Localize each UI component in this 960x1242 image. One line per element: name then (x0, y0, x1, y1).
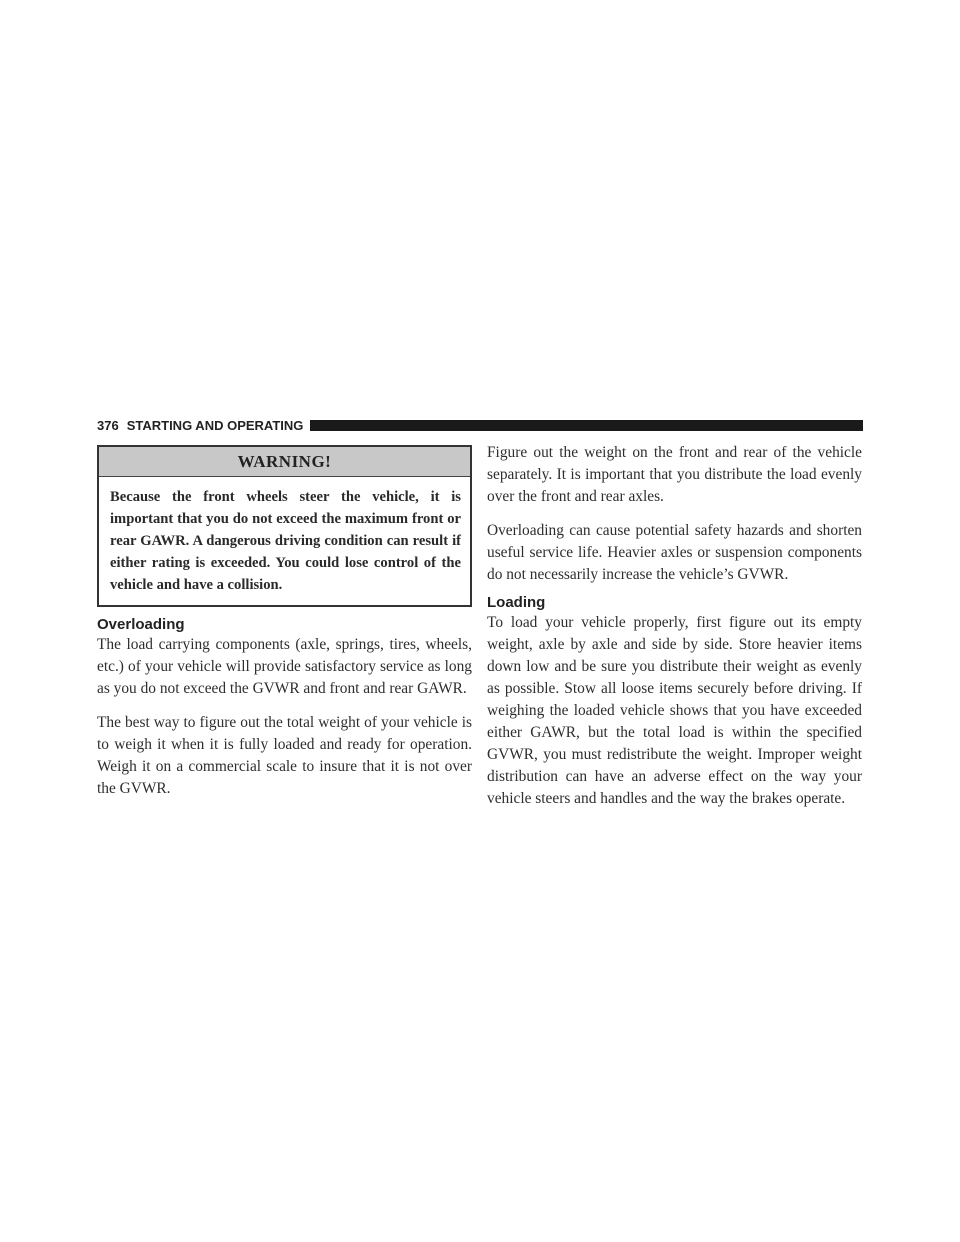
overloading-paragraph-2: The best way to figure out the total weight of your vehicle is to weigh it when it is fully loaded and ready for operation. Weigh it on a commercial scale to insure that it is not over the GVWR. (97, 714, 472, 797)
warning-box (97, 445, 472, 607)
loading-heading: Loading (487, 594, 546, 611)
overloading-heading: Overloading (97, 616, 185, 633)
warning-title: WARNING! (99, 447, 470, 477)
weight-distribution-paragraph: Figure out the weight on the front and rear of the vehicle separately. It is important that you distribute the load evenly over the front and rear axles. (487, 444, 862, 505)
header-rule (310, 420, 863, 431)
left-column (97, 445, 472, 800)
warning-text: Because the front wheels steer the vehicle, it is important that you do not exceed the maximum front or rear GAWR. A dangerous driving condition can result if either rating is exceeded. You could lose control of the vehicle and have a collision. (110, 489, 461, 593)
overloading-hazards-paragraph: Overloading can cause potential safety hazards and shorten useful service life. Heavier axles or suspension components do not necessarily increase the vehicle’s GVWR. (487, 522, 862, 583)
overloading-paragraph-1: The load carrying components (axle, springs, tires, wheels, etc.) of your vehicle will provide satisfactory service as long as you do not exceed the GVWR and front and rear GAWR. (97, 636, 472, 697)
loading-paragraph: To load your vehicle properly, first figure out its empty weight, axle by axle and side by side. Store heavier items down low and be sure you distribute their weight as evenly as possible. Stow all loose items securely before driving. If weighing the loaded vehicle shows that you have exceeded either GAWR, but the total load is within the specified GVWR, you must redistribute the weight. Improper weight distribution can have an adverse effect on the way your vehicle steers and handles and the way the brakes operate. (487, 614, 862, 807)
section-title: STARTING AND OPERATING (126, 418, 304, 433)
page-number: 376 (97, 418, 119, 433)
right-column (487, 445, 862, 810)
page-header (97, 417, 863, 434)
